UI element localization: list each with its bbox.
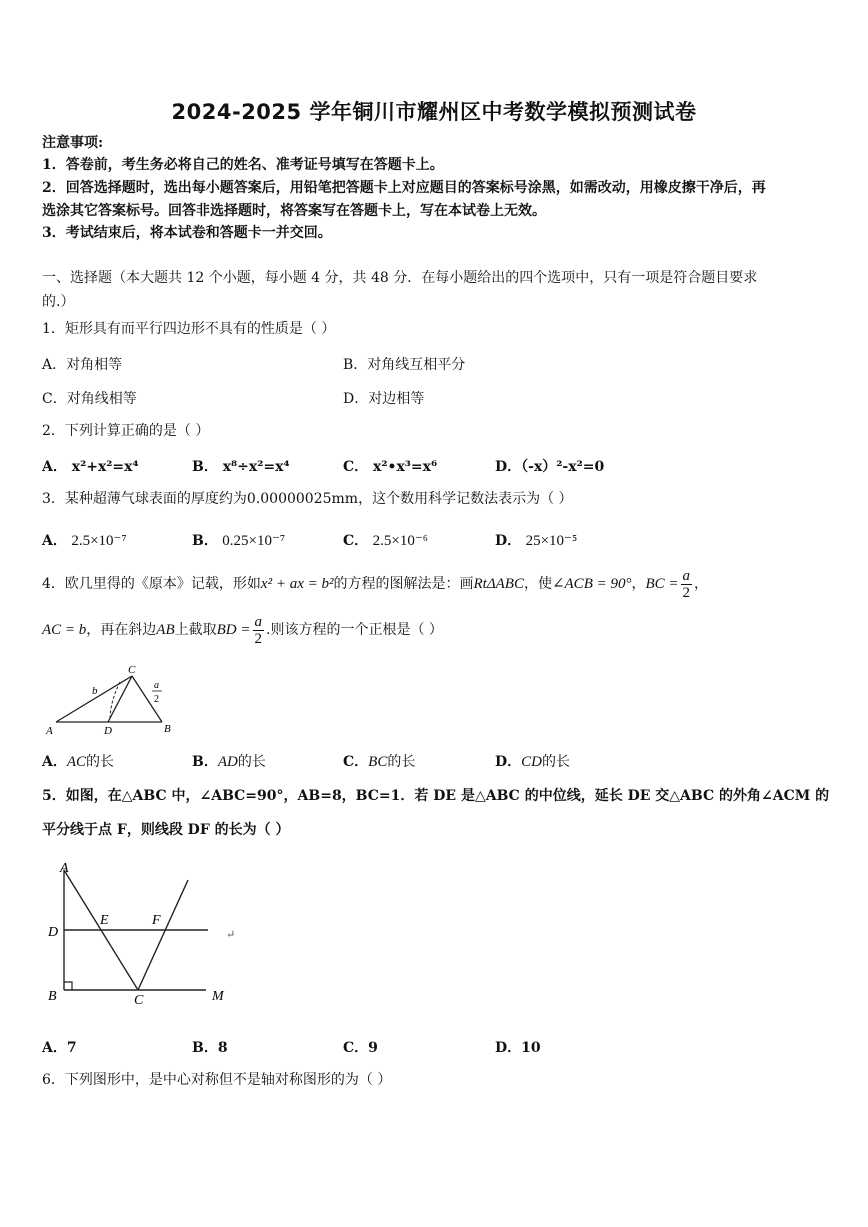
q4-option-c: [343, 751, 415, 771]
q5-fig-label-b: B: [48, 989, 57, 1004]
q4-fig-label-side-a: a: [154, 680, 159, 691]
q5-fig-bisector-cf: [138, 880, 188, 990]
q4-figure: [40, 662, 180, 738]
q4-line-2: [42, 612, 443, 648]
q4-fraction-2-den: 2: [254, 630, 262, 647]
q5-fig-right-angle: [64, 982, 72, 990]
q2-option-b: B． x⁸÷x²=x⁴: [192, 459, 290, 475]
q4-triangle: RtΔABC: [473, 576, 524, 592]
q5-figure: [40, 858, 240, 1008]
q4-fig-label-d: D: [104, 725, 112, 737]
q4-option-d: [495, 751, 570, 771]
q4-option-b: [192, 751, 266, 771]
q4-fraction-1: [681, 568, 693, 601]
q4-option-a: [42, 751, 114, 771]
q4-text-8: .则该方程的一个正根是（ ）: [266, 622, 443, 638]
q1-option-a: A．对角相等: [42, 357, 123, 373]
q4-option-a-label: A．: [42, 754, 67, 770]
q4-fraction-2: [253, 614, 265, 647]
q4-fig-label-b: B: [164, 723, 171, 735]
q3-option-b: [192, 530, 285, 550]
q5-stem-line-2: 平分线于点 F，则线段 DF 的长为（ ）: [42, 822, 290, 838]
q1-stem: 1．矩形具有而平行四边形不具有的性质是（ ）: [42, 321, 336, 337]
q4-option-a-suffix: 的长: [86, 754, 115, 770]
q4-fraction-1-den: 2: [682, 584, 691, 601]
q4-option-b-suffix: 的长: [237, 754, 266, 770]
q3-option-b-label: B．: [192, 533, 218, 549]
q3-option-b-value: 0.25×10⁻⁷: [222, 533, 286, 549]
q4-option-b-value: AD: [217, 754, 238, 770]
q3-option-c: [343, 530, 428, 550]
page-title: 2024-2025 学年铜川市耀州区中考数学模拟预测试卷: [171, 100, 697, 124]
q5-fig-label-d: D: [48, 925, 59, 940]
q6-stem: 6．下列图形中，是中心对称但不是轴对称图形的为（ ）: [42, 1072, 392, 1088]
q1-option-d: D．对边相等: [343, 391, 425, 407]
q4-ac: AC = b: [42, 622, 87, 638]
q4-text-6: ，再在斜边: [86, 622, 157, 638]
q2-option-c: C． x²•x³=x⁶: [343, 459, 438, 475]
q4-text-3: ，使: [523, 576, 552, 592]
q2-option-d: D．（-x）²-x²=0: [495, 459, 605, 475]
q3-option-d-label: D．: [495, 533, 522, 549]
q4-option-d-suffix: 的长: [541, 754, 570, 770]
q5-option-a: A．7: [42, 1040, 77, 1056]
q4-fig-label-two: 2: [154, 694, 159, 705]
q4-option-b-label: B．: [192, 754, 218, 770]
q5-fig-label-c: C: [134, 993, 144, 1008]
q4-option-c-value: BC: [368, 754, 388, 770]
q4-option-d-label: D．: [495, 754, 522, 770]
q3-stem: 3．某种超薄气球表面的厚度约为0.00000025mm，这个数用科学记数法表示为（ ）: [42, 491, 573, 507]
q4-fraction-2-num: a: [254, 613, 262, 630]
q4-bc: BC =: [645, 576, 679, 592]
q4-text-1: 4．欧几里得的《原本》记载，形如: [42, 576, 261, 592]
notice-item-2-cont: 选涂其它答案标号。回答非选择题时，将答案写在答题卡上，写在本试卷上无效。: [42, 203, 546, 219]
q5-stem-line-1: 5．如图，在△ABC 中，∠ABC=90°，AB=8，BC=1．若 DE 是△ABC 的中位线，延长 DE 交△ABC 的外角∠ACM 的: [42, 788, 830, 804]
q4-text-2: 的方程的图解法是：画: [333, 576, 474, 592]
q4-text-7: 上截取: [174, 622, 217, 638]
q4-option-a-value: AC: [66, 754, 87, 770]
q3-option-a: [42, 530, 127, 550]
notice-item-2: 2．回答选择题时，选出每小题答案后，用铅笔把答题卡上对应题目的答案标号涂黑，如需改动，用橡皮擦干净后，再: [42, 180, 766, 196]
notice-item-3: 3．考试结束后，将本试卷和答题卡一并交回。: [42, 225, 332, 241]
q4-option-c-label: C．: [343, 754, 369, 770]
q5-option-d: D．10: [495, 1040, 541, 1056]
q5-fig-label-f: F: [152, 913, 161, 928]
q4-text-5: ，: [694, 576, 709, 592]
q4-fig-label-c: C: [128, 664, 136, 676]
notice-heading: 注意事项:: [42, 135, 104, 151]
section-heading-cont: 的.）: [42, 294, 75, 310]
q3-option-c-label: C．: [343, 533, 369, 549]
q2-option-a: A． x²+x²=x⁴: [42, 459, 139, 475]
notice-item-1: 1．答卷前，考生务必将自己的姓名、准考证号填写在答题卡上。: [42, 157, 444, 173]
q5-option-c: C．9: [343, 1040, 378, 1056]
q5-fig-label-m: M: [212, 989, 224, 1004]
q4-ab: AB: [156, 622, 175, 638]
q4-option-c-suffix: 的长: [387, 754, 416, 770]
q4-fig-label-side-b: b: [92, 685, 98, 697]
q1-option-c: C．对角线相等: [42, 391, 137, 407]
q4-text-4: ，: [631, 576, 646, 592]
q4-line-1: [42, 566, 708, 602]
q4-bd: BD =: [216, 622, 251, 638]
q4-angle: ∠ACB = 90°: [551, 576, 632, 592]
section-heading: 一、选择题（本大题共 12 个小题，每小题 4 分，共 48 分．在每小题给出的四个选项中，只有一项是符合题目要求: [42, 270, 758, 286]
q4-equation: x² + ax = b²: [260, 576, 334, 592]
q3-option-a-label: A．: [42, 533, 67, 549]
q3-option-c-value: 2.5×10⁻⁶: [372, 533, 428, 549]
q1-option-b: B．对角线互相平分: [343, 357, 466, 373]
q3-option-d-value: 25×10⁻⁵: [525, 533, 578, 549]
q4-fig-label-a: A: [46, 725, 53, 737]
q3-option-a-value: 2.5×10⁻⁷: [71, 533, 127, 549]
q5-option-b: B．8: [192, 1040, 228, 1056]
q2-stem: 2．下列计算正确的是（ ）: [42, 423, 210, 439]
q4-option-d-value: CD: [521, 754, 542, 770]
q5-fig-label-e: E: [100, 913, 109, 928]
q5-fig-return-mark: ↵: [226, 929, 236, 941]
q5-fig-label-a: A: [60, 861, 69, 876]
q4-fraction-1-num: a: [682, 567, 691, 584]
q3-option-d: [495, 530, 577, 550]
